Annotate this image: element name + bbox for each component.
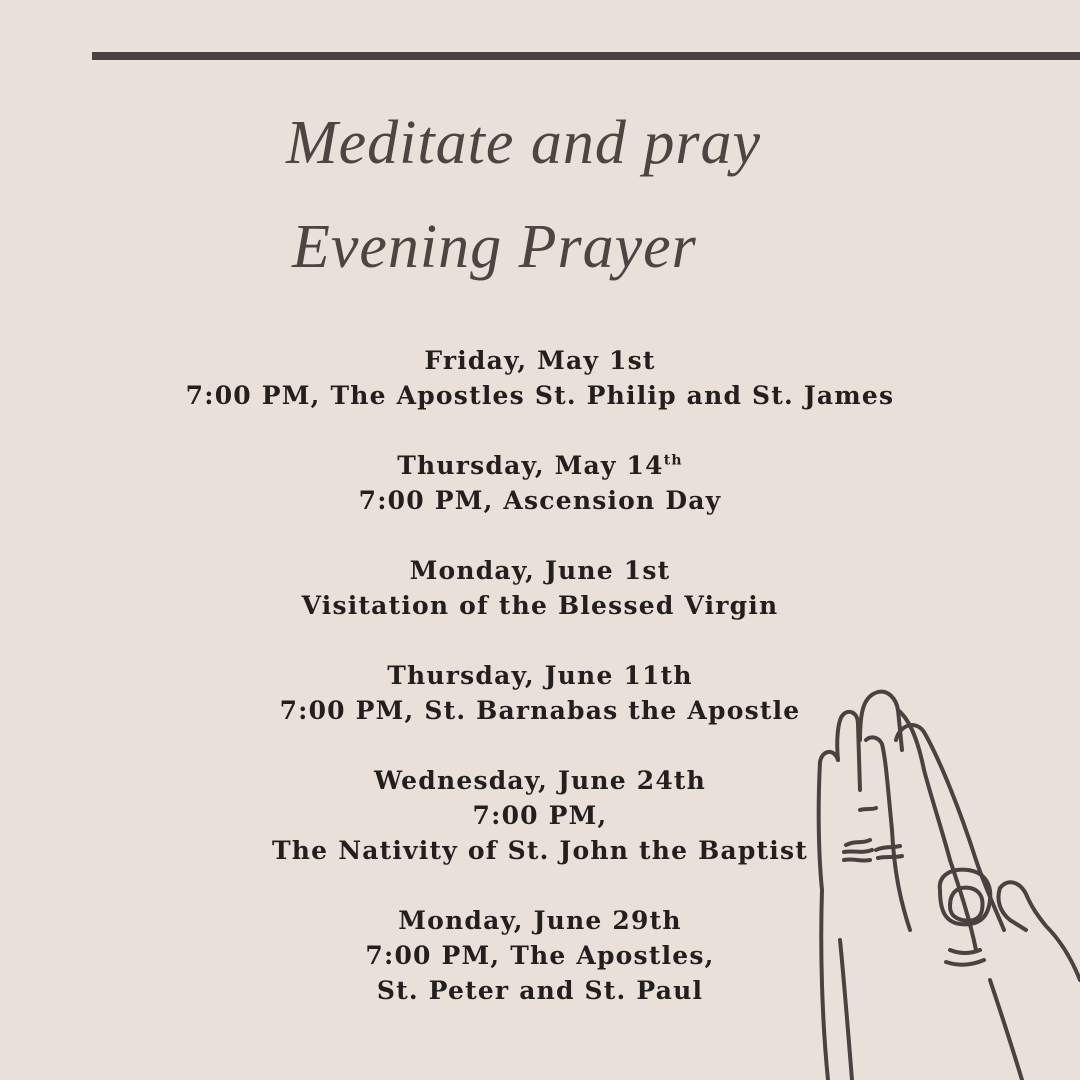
top-divider xyxy=(92,52,1080,60)
event-detail: 7:00 PM, The Apostles, xyxy=(365,941,715,970)
event-date: Thursday, May 14th xyxy=(397,451,683,480)
date-suffix: th xyxy=(663,452,683,469)
event-date: Monday, June 29th xyxy=(398,906,682,935)
event-detail: 7:00 PM, The Apostles St. Philip and St. James xyxy=(185,381,895,410)
event-date: Monday, June 1st xyxy=(409,556,671,585)
event-detail: The Nativity of St. John the Baptist xyxy=(272,836,808,865)
heading-meditate: Meditate and pray xyxy=(286,109,762,177)
heading-evening-prayer: Evening Prayer xyxy=(292,213,697,281)
event-date: Wednesday, June 24th xyxy=(373,766,707,795)
event-date: Thursday, June 11th xyxy=(387,661,693,690)
event-item xyxy=(0,448,1080,518)
praying-hands-icon xyxy=(800,680,1080,1080)
event-detail: 7:00 PM, St. Barnabas the Apostle xyxy=(279,696,801,725)
event-date: Friday, May 1st xyxy=(424,346,656,375)
event-detail: 7:00 PM, xyxy=(472,801,608,830)
event-detail: St. Peter and St. Paul xyxy=(376,976,704,1005)
event-detail: 7:00 PM, Ascension Day xyxy=(358,486,722,515)
event-detail: Visitation of the Blessed Virgin xyxy=(301,591,779,620)
event-item xyxy=(0,343,1080,413)
event-item xyxy=(0,553,1080,623)
